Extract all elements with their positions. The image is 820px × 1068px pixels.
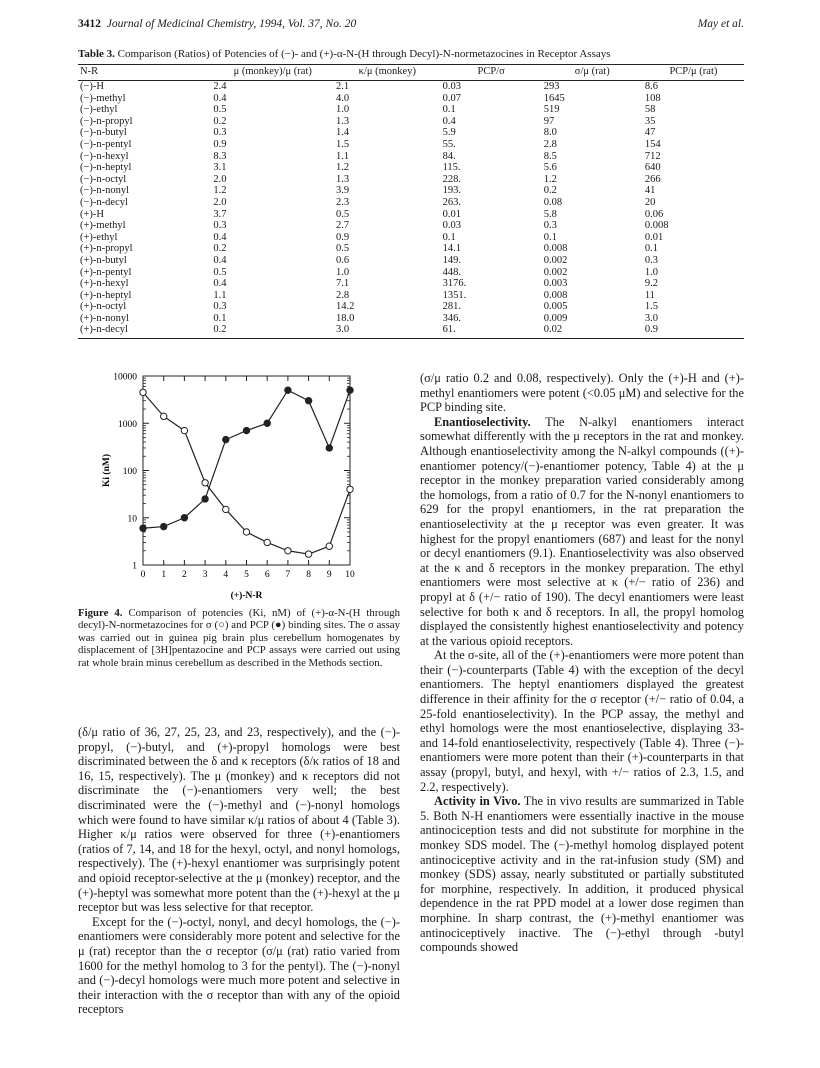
sigma-data-point — [347, 486, 353, 492]
ratio-cell: 5.8 — [543, 208, 557, 220]
ratio-cell: 14.2 — [336, 301, 355, 313]
table-row — [78, 197, 744, 209]
y-tick-label: 1 — [132, 561, 137, 572]
ratio-cell: 0.1 — [543, 231, 557, 243]
col-header: κ/μ (monkey) — [334, 65, 441, 81]
ratio-cell: 1.0 — [336, 266, 350, 278]
compound-cell: (+)-ethyl — [80, 231, 118, 243]
ratio-cell: 1351. — [442, 289, 467, 301]
pcp-data-point — [285, 387, 291, 393]
pcp-data-point — [202, 496, 208, 502]
sigma-data-point — [161, 413, 167, 419]
y-tick-label: 10 — [127, 514, 137, 525]
ki-line-chart — [78, 368, 398, 608]
ratio-cell: 35 — [644, 115, 656, 127]
table-row — [78, 151, 744, 163]
section-heading: Enantioselectivity. — [434, 414, 531, 429]
ratio-cell: 2.0 — [213, 173, 227, 185]
ratio-cell: 1645 — [543, 92, 565, 104]
ratio-cell: 2.0 — [213, 196, 227, 208]
ratio-cell: 266 — [644, 173, 661, 185]
ratio-cell: 2.7 — [336, 220, 350, 232]
table-row — [78, 93, 744, 105]
table-row — [78, 139, 744, 151]
ratio-cell: 0.1 — [442, 104, 456, 116]
ratio-cell: 0.008 — [543, 289, 568, 301]
ratio-cell: 5.6 — [543, 162, 557, 174]
sigma-data-point — [285, 548, 291, 554]
compound-cell: (−)-H — [80, 81, 104, 92]
ratio-cell: 8.6 — [644, 81, 658, 92]
col-header: PCP/σ — [441, 65, 542, 81]
compound-cell: (+)-methyl — [80, 220, 126, 232]
col-header: μ (monkey)/μ (rat) — [211, 65, 334, 81]
table-row — [78, 301, 744, 313]
figure-caption-text: Comparison of potencies (Ki, nM) of (+)-α-N-(H through decyl)-N-normetazocines for σ (○) and PCP (●) binding sites. The σ assay was carried out in guinea pig brain plus cerebellum homogenates by displacement of [3H]pentazocine and PCP assays were carried out using rat whole brain minus cerebellum as described in the Methods section. — [78, 607, 401, 669]
ratio-cell: 1.1 — [213, 289, 227, 301]
ratio-cell: 3.9 — [336, 185, 350, 197]
table-row — [78, 116, 744, 128]
col-header: PCP/μ (rat) — [643, 65, 744, 81]
paragraph — [420, 415, 744, 649]
ratio-cell: 0.4 — [442, 115, 456, 127]
ratio-cell: 193. — [442, 185, 461, 197]
table-row — [78, 162, 744, 174]
compound-cell: (+)-n-butyl — [80, 254, 127, 266]
ratio-cell: 0.01 — [644, 231, 664, 243]
ratio-cell: 346. — [442, 312, 461, 324]
ratio-cell: 2.8 — [336, 289, 350, 301]
x-tick-label: 1 — [161, 570, 167, 580]
table-row — [78, 243, 744, 255]
running-authors: May et al. — [697, 18, 744, 30]
table-row — [78, 174, 744, 186]
paragraph: (σ/μ ratio 0.2 and 0.08, respectively). Only the (+)-H and (+)-methyl enantiomers were potent (<0.05 μM) and selective for the PCP binding site. — [420, 371, 744, 415]
table-header-row — [78, 65, 744, 81]
ratio-cell: 8.0 — [543, 127, 557, 139]
ratio-cell: 3.1 — [213, 162, 227, 174]
ratio-cell: 0.002 — [543, 254, 568, 266]
pcp-data-point — [264, 420, 270, 426]
ratio-cell: 55. — [442, 138, 456, 150]
paragraph: (δ/μ ratio of 36, 27, 25, 23, and 23, respectively), and the (−)-propyl, (−)-butyl, and (+)-propyl homologs were best discriminated between the δ and κ receptors (δ/κ ratios of 18 and 16, 15, respectively). The μ (monkey) and κ receptors did not discriminate the (−)-enantiomers very well; the best discriminated were the (−)-methyl and (−)-nonyl homologs which were found to have similar κ/μ ratios of about 4 (Table 3). Higher κ/μ ratios were observed for three (+)-enantiomers (ratios of 7, 14, and 18 for the hexyl, octyl, and nonyl homologs, respectively). The (+)-hexyl enantiomer was surprisingly potent and opioid receptor-selective at the μ (monkey) receptor, and the (+)-heptyl was somewhat more potent than the (+)-hexyl at the μ receptor but was less selective for that receptor. — [78, 725, 400, 915]
ratio-cell: 293 — [543, 81, 560, 92]
table-row — [78, 313, 744, 325]
ratio-cell: 0.03 — [442, 81, 461, 92]
ratio-cell: 1.0 — [644, 266, 658, 278]
paragraph-text: The N-alkyl enantiomers interact somewhat differently with the μ receptors in the rat and monkey. Although enantioselectivity among the N-alkyl compounds ((+)-enantiomer potency/(−)-enantiomer potency, Table 4) at the μ receptor in the monkey preparation varied considerably among the homologs, from a ratio of 0.7 for the N-nonyl enantiomers to 629 for the propyl enantiomers, in the rat preparation the enantioselectivity at the μ receptor was even greater. It was highest for the propyl enantiomers (687) and least for the nonyl or decyl enantiomers (9.1). Enantioselectivity was also observed at the κ and δ receptors in the monkey preparation. The ethyl enantiomers were most selective at κ (+/− ratio of 236) and propyl at δ (+/− ratio of 190). The decyl enantiomers were least selective for both κ and δ receptors. In all, the propyl homolog displayed the consistently highest enantioselectivity and potency at the various opioid receptors. — [420, 414, 745, 648]
table-row — [78, 209, 744, 221]
ratio-cell: 8.5 — [543, 150, 557, 162]
ratio-cell: 47 — [644, 127, 656, 139]
table-row — [78, 255, 744, 267]
table-row — [78, 104, 744, 116]
ratio-cell: 4.0 — [336, 92, 350, 104]
ratio-cell: 0.01 — [442, 208, 461, 220]
ratio-cell: 115. — [442, 162, 461, 174]
ratio-cell: 0.2 — [211, 324, 334, 338]
table-row — [78, 290, 744, 302]
compound-cell: (+)-n-decyl — [78, 324, 211, 338]
table-row — [78, 278, 744, 290]
compound-cell: (−)-n-octyl — [80, 173, 127, 185]
paragraph: Except for the (−)-octyl, nonyl, and decyl homologs, the (−)-enantiomers were considerably more potent and selective for the μ (rat) receptor than the σ receptor (σ/μ (rat) ratio varied from 1600 for the methyl homolog to 3 for the pentyl). The (−)-nonyl and (−)-decyl homologs were much more potent and selective in their interaction with the σ receptor than with any of the opioid receptors — [78, 914, 400, 1017]
pcp-data-point — [326, 445, 332, 451]
ratio-cell: 61. — [441, 324, 542, 338]
ratio-cell: 149. — [442, 254, 461, 266]
ratio-cell: 58 — [644, 104, 656, 116]
ratio-cell: 0.08 — [543, 196, 563, 208]
table-row — [78, 220, 744, 232]
ratio-cell: 18.0 — [336, 312, 355, 324]
ratio-cell: 0.9 — [336, 231, 350, 243]
compound-cell: (+)-n-nonyl — [80, 312, 130, 324]
ratio-cell: 519 — [543, 104, 560, 116]
compound-cell: (+)-H — [80, 208, 104, 220]
pcp-data-point — [161, 523, 167, 529]
ratio-cell: 108 — [644, 92, 661, 104]
ratio-cell: 1.2 — [543, 173, 557, 185]
ratio-cell: 0.03 — [442, 220, 461, 232]
compound-cell: (+)-n-propyl — [80, 243, 133, 255]
ratio-cell: 0.2 — [213, 243, 227, 255]
ratio-cell: 97 — [543, 115, 555, 127]
ratio-cell: 20 — [644, 196, 656, 208]
sigma-data-point — [326, 543, 332, 549]
page-header — [78, 18, 744, 34]
pcp-data-point — [140, 525, 146, 531]
x-tick-label: 8 — [306, 570, 311, 580]
table-caption — [78, 48, 744, 60]
x-tick-label: 4 — [223, 570, 229, 580]
x-tick-label: 0 — [140, 570, 146, 580]
ratio-cell: 0.06 — [644, 208, 664, 220]
ratio-cell: 3.0 — [334, 324, 441, 338]
ratio-cell: 0.5 — [213, 266, 227, 278]
ratio-cell: 448. — [442, 266, 461, 278]
pcp-data-point — [223, 436, 229, 442]
x-tick-label: 10 — [345, 570, 355, 580]
ratio-cell: 0.5 — [336, 243, 350, 255]
compound-cell: (+)-n-octyl — [80, 301, 127, 313]
ratio-cell: 0.1 — [644, 243, 658, 255]
ratio-cell: 2.1 — [336, 81, 350, 92]
ratio-cell: 2.4 — [213, 81, 227, 92]
table-label: Table 3. — [78, 48, 115, 60]
ratio-cell: 3.7 — [213, 208, 227, 220]
ratio-cell: 281. — [442, 301, 461, 313]
ratio-cell: 3176. — [442, 278, 467, 290]
sigma-data-point — [202, 480, 208, 486]
compound-cell: (−)-n-nonyl — [80, 185, 130, 197]
table-row — [78, 324, 744, 338]
ratio-cell: 0.3 — [644, 254, 658, 266]
x-tick-label: 7 — [285, 570, 291, 580]
compound-cell: (+)-n-hexyl — [80, 278, 129, 290]
ratio-cell: 0.5 — [213, 104, 227, 116]
ratio-cell: 0.1 — [442, 231, 456, 243]
ratio-cell: 154 — [644, 138, 661, 150]
ratio-cell: 0.9 — [643, 324, 744, 338]
ratio-cell: 0.008 — [543, 243, 568, 255]
table-row — [78, 81, 744, 93]
x-tick-label: 3 — [202, 570, 208, 580]
sigma-data-point — [140, 389, 146, 395]
ratio-cell: 263. — [442, 196, 461, 208]
table-row — [78, 267, 744, 279]
ratio-cell: 712 — [644, 150, 661, 162]
ratio-cell: 0.5 — [336, 208, 350, 220]
compound-cell: (−)-n-pentyl — [80, 138, 132, 150]
compound-cell: (−)-n-heptyl — [80, 162, 132, 174]
y-tick-label: 10000 — [113, 372, 137, 383]
ratio-cell: 11 — [644, 289, 655, 301]
ratio-cell: 1.4 — [336, 127, 350, 139]
ratio-cell: 14.1 — [442, 243, 461, 255]
col-header: σ/μ (rat) — [542, 65, 643, 81]
ratio-cell: 0.2 — [213, 115, 227, 127]
paragraph-text: The in vivo results are summarized in Table 5. Both N-H enantiomers were essentially inactive in the mouse antinociception tests and did not substitute for morphine in the monkey SDS model. The (−)-methyl homolog displayed potent antinociceptive activity and in the rat-infusion study (SM) and monkey (SDS) assay, nearly substituted or partially substituted for morphine, respectively. In addition, it produced physical dependence in the rat PPD model at a lower dose regimen than morphine. In sharp contrast, the (+)-methyl enantiomer was antinociceptively inactive. The (−)-ethyl through -butyl compounds showed — [420, 794, 745, 955]
pcp-data-point — [181, 515, 187, 521]
ratio-cell: 0.02 — [542, 324, 643, 338]
plot-frame — [143, 376, 350, 565]
ratio-cell: 7.1 — [336, 278, 350, 290]
ratio-cell: 2.3 — [336, 196, 350, 208]
ratio-cell: 0.3 — [543, 220, 557, 232]
ratio-cell: 3.0 — [644, 312, 658, 324]
pcp-data-point — [347, 387, 353, 393]
paragraph: At the σ-site, all of the (+)-enantiomers were more potent than their (−)-counterparts (Table 4) with the exception of the decyl enantiomers. The heptyl enantiomers displayed the greatest difference in their affinity for the σ receptor (+/− ratio of 0.04, a 25-fold enantioselectivity). In the PCP assay, the methyl and ethyl homologs were the most enantioselective, displaying 33- and 14-fold enantioselectivity, respectively (Table 4). Three (−)-enantiomers were more potent than their (+)-counterparts in that assay (propyl, butyl, and hexyl, with +/− ratios of 2.3, 1.5, and 2.2, respectively). — [420, 648, 744, 794]
compound-cell: (−)-n-decyl — [80, 196, 128, 208]
table-row — [78, 127, 744, 139]
ratio-cell: 1.2 — [336, 162, 350, 174]
ratio-cell: 0.3 — [213, 301, 227, 313]
sigma-data-point — [223, 506, 229, 512]
potency-ratio-table — [78, 64, 744, 339]
ratio-cell: 0.3 — [213, 127, 227, 139]
x-tick-label: 5 — [244, 570, 249, 580]
pcp-series-line — [143, 390, 350, 528]
sigma-data-point — [305, 551, 311, 557]
x-tick-label: 2 — [182, 570, 187, 580]
compound-cell: (−)-n-propyl — [80, 115, 133, 127]
ratio-cell: 2.8 — [543, 138, 557, 150]
x-tick-label: 6 — [264, 570, 270, 580]
journal-citation: Journal of Medicinal Chemistry, 1994, Vol. 37, No. 20 — [106, 18, 357, 30]
compound-cell: (+)-n-pentyl — [80, 266, 132, 278]
ratio-cell: 1.3 — [336, 173, 350, 185]
pcp-data-point — [243, 427, 249, 433]
ratio-cell: 0.9 — [213, 138, 227, 150]
ratio-cell: 41 — [644, 185, 656, 197]
ratio-cell: 0.4 — [213, 278, 227, 290]
ratio-cell: 1.0 — [336, 104, 350, 116]
compound-cell: (+)-n-heptyl — [80, 289, 132, 301]
page-number: 3412 — [78, 18, 101, 30]
figure-caption — [78, 607, 400, 669]
y-tick-label: 100 — [122, 467, 137, 477]
ratio-cell: 9.2 — [644, 278, 658, 290]
ratio-cell: 0.005 — [543, 301, 568, 313]
ratio-cell: 0.6 — [336, 254, 350, 266]
y-tick-label: 1000 — [118, 419, 137, 430]
ratio-cell: 84. — [442, 150, 456, 162]
ratio-cell: 1.2 — [213, 185, 227, 197]
sigma-data-point — [181, 427, 187, 433]
ratio-cell: 1.5 — [644, 301, 658, 313]
ratio-cell: 0.009 — [543, 312, 568, 324]
ratio-cell: 0.4 — [213, 92, 227, 104]
pcp-data-point — [305, 398, 311, 404]
ratio-cell: 8.3 — [213, 150, 227, 162]
ratio-cell: 0.4 — [213, 254, 227, 266]
left-text-column — [78, 725, 400, 1017]
figure-4 — [78, 368, 398, 608]
ratio-cell: 1.1 — [336, 150, 350, 162]
ratio-cell: 0.4 — [213, 231, 227, 243]
compound-cell: (−)-ethyl — [80, 104, 118, 116]
section-heading: Activity in Vivo. — [434, 794, 521, 809]
compound-cell: (−)-n-hexyl — [80, 150, 129, 162]
ratio-cell: 0.003 — [543, 278, 568, 290]
compound-cell: (−)-methyl — [80, 92, 126, 104]
ratio-cell: 640 — [644, 162, 661, 174]
ratio-cell: 0.07 — [442, 92, 461, 104]
ratio-cell: 0.1 — [213, 312, 227, 324]
table-caption-text: Comparison (Ratios) of Potencies of (−)- and (+)-α-N-(H through Decyl)-N-normetazocines in Receptor Assays — [117, 48, 611, 60]
ratio-cell: 0.3 — [213, 220, 227, 232]
table-row — [78, 232, 744, 244]
compound-cell: (−)-n-butyl — [80, 127, 127, 139]
sigma-data-point — [264, 539, 270, 545]
table-row — [78, 185, 744, 197]
ratio-cell: 0.2 — [543, 185, 557, 197]
x-axis-label: (+)-N-R — [230, 591, 263, 601]
ratio-cell: 228. — [442, 173, 461, 185]
paragraph — [420, 794, 744, 955]
y-axis-label: Ki (nM) — [102, 454, 112, 487]
ratio-cell: 5.9 — [442, 127, 456, 139]
ratio-cell: 1.3 — [336, 115, 350, 127]
sigma-data-point — [243, 529, 249, 535]
ratio-cell: 0.008 — [644, 220, 669, 232]
x-tick-label: 9 — [326, 570, 332, 580]
ratio-cell: 0.002 — [543, 266, 568, 278]
right-text-column — [420, 371, 744, 955]
ratio-cell: 1.5 — [336, 138, 350, 150]
figure-label: Figure 4. — [78, 607, 123, 619]
col-header: N-R — [78, 65, 211, 81]
